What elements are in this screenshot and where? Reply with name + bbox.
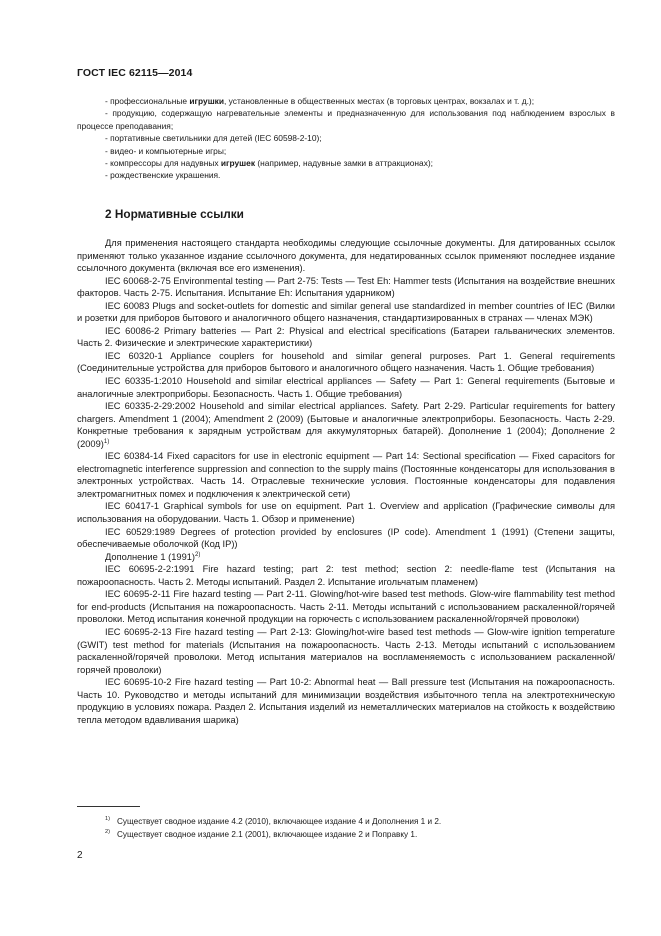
references-body	[77, 237, 615, 726]
list-item: - портативные светильники для детей (IEC 60598-2-10);	[105, 133, 322, 144]
reference-entry: IEC 60417-1 Graphical symbols for use on equipment. Part 1. Overview and application (Графические символы для использования на оборудовании. Часть 1. Обзор и применение)	[77, 501, 615, 525]
reference-entry: IEC 60335-2-29:2002 Household and similar electrical appliances. Safety. Part 2-29. Particular requirements for battery chargers. Amendment 1 (2004); Amendment 2 (2009) (Бытовые и аналогичные электроприборы. Безопасность. Часть 2-29. Конкретные требования к зарядным устройствам для аккумуляторных батарей). Дополнение 1 (2004); Дополнение 2 $(2009)^{1)}$	[77, 401, 615, 449]
list-item: - рождественские украшения.	[105, 170, 221, 181]
footnotes	[105, 815, 605, 841]
scope-exclusion-list	[77, 95, 615, 182]
paragraph: Для применения настоящего стандарта необходимы следующие ссылочные документы. Для датированных ссылок применяют только указанное издание ссылочного документа, для недатированных ссылок применяют последнее издание ссылочного документа (включая все его изменения).	[77, 238, 615, 274]
list-item: - продукцию, содержащую нагревательные элементы и предназначенную для использования под наблюдением взрослых в процессе преподавания;	[77, 108, 615, 131]
reference-entry: IEC 60083 Plugs and socket-outlets for domestic and similar general use standardized in member countries of IEC (Вилки и розетки для приборов бытового и аналогичного общего назначения, стандартизированных в странах — членах МЭК)	[77, 300, 615, 324]
footnote-ref: 2)	[195, 551, 201, 558]
reference-entry: IEC 60068-2-75 Environmental testing — Part 2-75: Tests — Test Eh: Hammer tests (Испытания на воздействие внешних факторов. Часть 2-75. Испытания. Испытание Eh: Испытания ударником)	[77, 275, 615, 299]
section-title: 2 Нормативные ссылки	[105, 207, 244, 221]
reference-entry: IEC 60086-2 Primary batteries — Part 2: Physical and electrical specifications (Батареи гальванических элементов. Часть 2. Физические и электрические характеристики)	[77, 325, 615, 349]
reference-entry: Дополнение 1 $(1991)^{2)}$	[105, 551, 201, 562]
page-number: 2	[77, 850, 83, 861]
reference-entry: IEC 60695-10-2 Fire hazard testing — Part 10-2: Abnormal heat — Ball pressure test (Испытания на пожароопасность. Часть 10. Руководство и методы испытаний для минимизации воздействия избыточного тепла на электротехническую продукцию в условиях пожара. Раздел 2. Испытания изделий из неметаллических материалов на стойкость к воздействию тепла методом вдавливания шарика)	[77, 677, 615, 725]
list-item: - видео- и компьютерные игры;	[105, 145, 227, 156]
footnote-ref: 1)	[103, 438, 110, 445]
reference-entry: IEC 60335-1:2010 Household and similar electrical appliances — Safety — Part 1: General requirements (Бытовые и аналогичные электроприборы. Безопасность. Часть 1. Общие требования)	[77, 376, 615, 399]
reference-entry: IEC 60320-1 Appliance couplers for household and similar general purposes. Part 1. General requirements (Соединительные устройства для приборов бытового и аналогичного общего назначения. Часть 1. Общие требования)	[77, 350, 615, 374]
reference-entry: IEC 60384-14 Fixed capacitors for use in electronic equipment — Part 14: Sectional specification — Fixed capacitors for electromagnetic interference suppression and connection to the supply mains (Постоянные конденсаторы для использования в электронных устройствах. Часть 14. Отраслевые технические условия. Постоянные конденсаторы для подавления электромагнитных помех и подключения к электрической сети)	[77, 451, 615, 499]
footnote: $^{1)}$ Существует сводное издание 4.2 (2010), включающее издание 4 и Дополнения 1 и 2.	[105, 816, 442, 826]
list-item: - компрессоры для надувных игрушек (например, надувные замки в аттракционах);	[105, 158, 433, 169]
footnote: $^{2)}$ Существует сводное издание 2.1 (2001), включающее издание 2 и Поправку 1.	[105, 829, 418, 839]
reference-entry: IEC 60695-2-2:1991 Fire hazard testing; part 2: test method; section 2: needle-flame test (Испытания на пожароопасность. Часть 2. Методы испытаний. Раздел 2. Испытание игольчатым пламенем)	[77, 564, 615, 587]
document-header: ГОСТ IEC 62115—2014	[77, 67, 193, 79]
reference-entry: IEC 60695-2-11 Fire hazard testing — Part 2-11. Glowing/hot-wire based test methods. Glow-wire flammability test method for end-products (Испытания на пожароопасность. Часть 2-11. Методы испытаний с использованием раскаленной/горячей проволоки. Метод испытания конечной продукции на горючесть с использованием раскаленной/горячей проволоки)	[77, 589, 615, 625]
footnote-divider	[77, 806, 140, 807]
reference-entry: IEC 60529:1989 Degrees of protection provided by enclosures (IP code). Amendment 1 (1991) (Степени защиты, обеспечиваемые оболочкой (Код IP))	[77, 526, 615, 550]
list-item: - профессиональные игрушки, установленные в общественных местах (в торговых центрах, вокзалах и т. д.);	[105, 96, 535, 106]
reference-entry: IEC 60695-2-13 Fire hazard testing — Part 2-13: Glowing/hot-wire based test methods — Glow-wire ignition temperature (GWIT) test method for materials (Испытания на пожароопасность. Часть 2-13. Методы испытаний с использованием раскаленной/горячей проволоки. Метод испытания материалов на воспламеняемость с использованием раскаленной/горячей проволоки)	[77, 626, 615, 675]
